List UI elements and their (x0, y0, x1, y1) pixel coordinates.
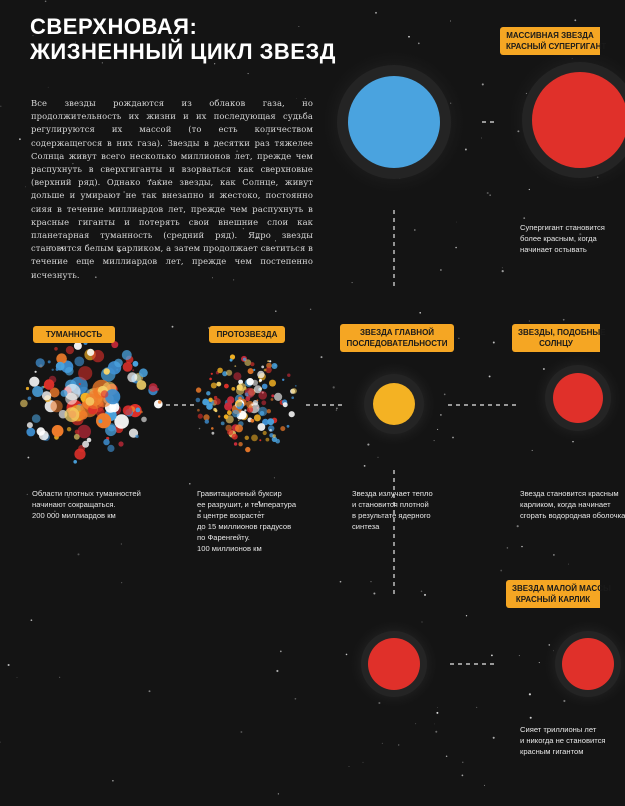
cluster-particle (74, 342, 82, 350)
cluster-particle (218, 415, 220, 417)
cluster-particle (105, 389, 120, 404)
cluster-particle (291, 388, 297, 394)
cluster-particle (262, 384, 268, 390)
cluster-particle (266, 438, 270, 442)
cluster-particle (20, 400, 28, 408)
cluster-particle (280, 426, 285, 431)
cluster-particle (54, 347, 58, 351)
cluster-particle (211, 383, 217, 389)
cluster-particle (98, 419, 102, 423)
cluster-particle (259, 439, 261, 441)
caption-massive-star (520, 222, 605, 255)
cluster-particle (101, 390, 109, 398)
page-title (30, 14, 336, 64)
cluster-particle (215, 409, 218, 412)
intro-paragraph: Все звезды рождаются из облаков газа, но продолжительность их жизни и их последующая судьба регулируются их массой (то есть количеством содержащегося в них газа). Звезды в десятки раз тяжелее Солнца живут всего несколько миллионов лет, прежде чем распухнуть в сверхгиганты и взорваться как сверхновые (верхний ряд). Однако такие звезды, как Солнце, живут дольше и умирают не так внезапно и жестоко, постоянно сияя в течение миллиардов лет, прежде чем распухнуть в красные гиганты и потерять свои внешние слои как планетарная туманность (средний ряд). Ядро звезды становится белым карликом, а затем продолжает светиться в течение еще миллиардов лет, прежде чем постепенно исчезнуть. (31, 98, 313, 280)
cluster-particle (104, 368, 110, 374)
cluster-particle (263, 431, 267, 435)
sunlike-red-giant-star (534, 354, 622, 442)
badge-massive-star-line2: КРАСНЫЙ СУПЕРГИГАНТ (506, 42, 607, 51)
cluster-particle (66, 346, 74, 354)
cluster-particle (127, 372, 137, 382)
cluster-particle (74, 357, 84, 367)
caption-sunlike-line2: карликом, когда начинает (520, 500, 611, 509)
cluster-particle (28, 397, 32, 401)
badge-low-mass (506, 580, 611, 608)
cluster-particle (269, 360, 271, 362)
caption-main-line3: в результате ядерного (352, 511, 431, 520)
cluster-particle (209, 378, 212, 381)
cluster-particle (103, 439, 109, 445)
badge-main-sequence-line2: ПОСЛЕДОВАТЕЛЬНОСТИ (346, 339, 448, 348)
cluster-particle (65, 407, 80, 422)
caption-protostar (197, 488, 296, 554)
cluster-particle (250, 419, 254, 423)
cluster-particle (44, 379, 55, 390)
badge-main-sequence-line1: ЗВЕЗДА ГЛАВНОЙ (359, 328, 435, 337)
cluster-particle (133, 361, 139, 367)
cluster-particle (26, 387, 29, 390)
cluster-particle (79, 411, 88, 420)
caption-nebula-line1: Области плотных туманностей (32, 489, 141, 498)
cluster-particle (224, 414, 229, 419)
cluster-particle (196, 387, 201, 392)
cluster-particle (232, 434, 238, 440)
cluster-particle (234, 365, 236, 367)
cluster-particle (32, 414, 41, 423)
cluster-particle (56, 368, 59, 371)
caption-main-line4: синтеза (352, 522, 380, 531)
cluster-particle (283, 402, 288, 407)
cluster-particle (132, 369, 134, 371)
caption-lowmass-line3: красным гигантом (520, 747, 584, 756)
cluster-particle (137, 380, 147, 390)
cluster-particle (287, 374, 290, 377)
badge-sunlike-line1: ЗВЕЗДЫ, ПОДОБНЫЕ (518, 328, 606, 337)
caption-sunlike-line3: сгорать водородная оболочка (520, 511, 625, 520)
cluster-particle (27, 422, 33, 428)
cluster-particle (245, 447, 250, 452)
cluster-particle (52, 425, 64, 437)
cluster-particle (149, 383, 158, 392)
cluster-particle (254, 385, 262, 393)
red-supergiant-star (508, 48, 625, 192)
cluster-particle (227, 410, 232, 415)
cluster-particle (211, 373, 213, 375)
badge-protostar-label: ПРОТОЗВЕЗДА (216, 330, 278, 339)
caption-main-line1: Звезда излучает тепло (352, 489, 433, 498)
caption-sunlike-line1: Звезда становится красным (520, 489, 619, 498)
cluster-particle (96, 413, 111, 428)
cluster-particle (36, 358, 45, 367)
cluster-particle (250, 362, 254, 366)
caption-protostar-line1: Гравитационный буксир (197, 489, 282, 498)
caption-protostar-line2: ее разрушит, и температура (197, 500, 297, 509)
cluster-particle (274, 393, 282, 401)
cluster-particle (216, 382, 221, 387)
cluster-particle (244, 409, 246, 411)
red-dwarf-star-center (350, 620, 438, 708)
cluster-particle (48, 360, 51, 363)
cluster-particle (86, 397, 95, 406)
badge-nebula (33, 326, 115, 343)
cluster-particle (158, 400, 162, 404)
caption-massive-line2: более красным, когда (520, 234, 597, 243)
cluster-particle (196, 398, 201, 403)
cluster-particle (73, 460, 77, 464)
cluster-particle (287, 425, 290, 428)
cluster-particle (140, 411, 143, 414)
cluster-particle (267, 409, 271, 413)
badge-massive-star-line1: МАССИВНАЯ ЗВЕЗДА (506, 31, 594, 40)
cluster-particle (217, 368, 223, 374)
cluster-particle (230, 359, 233, 362)
cluster-particle (259, 379, 262, 382)
cluster-particle (238, 442, 242, 446)
massive-blue-star (322, 50, 466, 194)
badge-sunlike-line2: СОЛНЦУ (539, 339, 573, 348)
cluster-particle (246, 378, 253, 385)
caption-low-mass (520, 724, 606, 757)
cluster-particle (206, 391, 210, 395)
cluster-particle (260, 411, 265, 416)
cluster-particle (224, 384, 229, 389)
badge-protostar (209, 326, 285, 343)
cluster-particle (291, 396, 294, 399)
cluster-particle (42, 391, 51, 400)
cluster-particle (87, 438, 92, 443)
caption-nebula-line3: 200 000 миллиардов км (32, 511, 116, 520)
cluster-particle (295, 385, 297, 387)
cluster-particle (269, 429, 272, 432)
cluster-particle (271, 398, 274, 401)
caption-nebula (32, 488, 141, 521)
title-line-1: СВЕРХНОВАЯ: (30, 14, 198, 39)
cluster-particle (29, 377, 39, 387)
cluster-particle (39, 431, 49, 441)
cluster-particle (227, 429, 233, 435)
cluster-particle (212, 432, 215, 435)
cluster-particle (267, 360, 269, 362)
cluster-particle (136, 408, 141, 413)
cluster-particle (224, 402, 232, 410)
cluster-particle (135, 435, 138, 438)
cluster-particle (235, 424, 243, 432)
cluster-particle (231, 387, 235, 391)
cluster-particle (238, 383, 246, 391)
cluster-particle (271, 394, 274, 397)
badge-main-sequence (340, 324, 454, 352)
caption-lowmass-line2: и никогда не становится (520, 736, 606, 745)
cluster-particle (253, 369, 255, 371)
protostar-cluster (196, 354, 297, 452)
badge-massive-star (500, 27, 607, 55)
cluster-particle (197, 409, 200, 412)
title-line-2: ЖИЗНЕННЫЙ ЦИКЛ ЗВЕЗД (30, 39, 336, 64)
cluster-particle (258, 377, 260, 379)
cluster-particle (208, 398, 212, 402)
cluster-particle (261, 400, 266, 405)
caption-protostar-line6: 100 миллионов км (197, 544, 262, 553)
cluster-particle (65, 367, 74, 376)
cluster-particle (61, 390, 68, 397)
cluster-particle (245, 436, 249, 440)
cluster-particle (107, 445, 114, 452)
cluster-particle (123, 362, 133, 372)
cluster-particle (211, 427, 214, 430)
cluster-particle (52, 369, 54, 371)
cluster-particle (282, 379, 284, 381)
cluster-particle (232, 410, 240, 418)
cluster-particle (79, 383, 81, 385)
cluster-particle (274, 364, 276, 366)
badge-nebula-label: ТУМАННОСТЬ (45, 330, 103, 339)
cluster-particle (261, 366, 264, 369)
cluster-particle (122, 350, 132, 360)
cluster-particle (257, 399, 259, 401)
red-dwarf-star-right (544, 620, 625, 708)
cluster-particle (78, 366, 92, 380)
cluster-particle (32, 386, 43, 397)
badge-low-mass-line2: КРАСНЫЙ КАРЛИК (515, 595, 591, 604)
caption-lowmass-line1: Сияет триллионы лет (520, 725, 597, 734)
main-sequence-star (352, 362, 436, 446)
cluster-particle (139, 368, 148, 377)
badge-sunlike (512, 324, 606, 352)
caption-main-line2: и становится плотной (352, 500, 429, 509)
cluster-particle (202, 399, 209, 406)
cluster-particle (235, 400, 242, 407)
cluster-particle (123, 406, 133, 416)
cluster-particle (289, 411, 295, 417)
cluster-particle (251, 435, 258, 442)
badge-low-mass-line1: ЗВЕЗДА МАЛОЙ МАССЫ (512, 584, 611, 593)
cluster-particle (118, 441, 123, 446)
cluster-particle (114, 359, 123, 368)
nebula-cluster (20, 341, 163, 464)
cluster-particle (141, 417, 147, 423)
cluster-particle (258, 423, 266, 431)
caption-sunlike (520, 488, 625, 521)
cluster-particle (248, 368, 254, 374)
caption-massive-line1: Супергигант становится (520, 223, 605, 232)
cluster-particle (67, 427, 71, 431)
cluster-particle (273, 434, 276, 437)
cluster-particle (221, 422, 225, 426)
cluster-particle (35, 371, 37, 373)
cluster-particle (269, 380, 276, 387)
cluster-particle (234, 442, 237, 445)
cluster-particle (245, 396, 250, 401)
cluster-particle (156, 388, 159, 391)
caption-protostar-line4: до 15 миллионов градусов (197, 522, 292, 531)
cluster-particle (238, 420, 240, 422)
cluster-particle (264, 369, 267, 372)
cluster-particle (214, 398, 221, 405)
caption-main-sequence (352, 488, 433, 532)
cluster-particle (26, 428, 35, 437)
cluster-particle (87, 349, 94, 356)
cluster-particle (198, 414, 203, 419)
cluster-particle (254, 414, 261, 421)
cluster-particle (233, 372, 241, 380)
cluster-particle (251, 404, 253, 406)
cluster-particle (205, 419, 209, 423)
caption-nebula-line2: начинают сокращаться. (32, 500, 116, 509)
caption-massive-line3: начинает остывать (520, 245, 587, 254)
cluster-particle (275, 439, 280, 444)
caption-protostar-line3: в центре возрастет (197, 511, 265, 520)
cluster-particle (243, 358, 246, 361)
cluster-particle (267, 418, 274, 425)
caption-protostar-line5: по Фаренгейту. (197, 533, 250, 542)
cluster-particle (74, 434, 80, 440)
cluster-particle (74, 449, 85, 460)
cluster-particle (226, 370, 232, 376)
